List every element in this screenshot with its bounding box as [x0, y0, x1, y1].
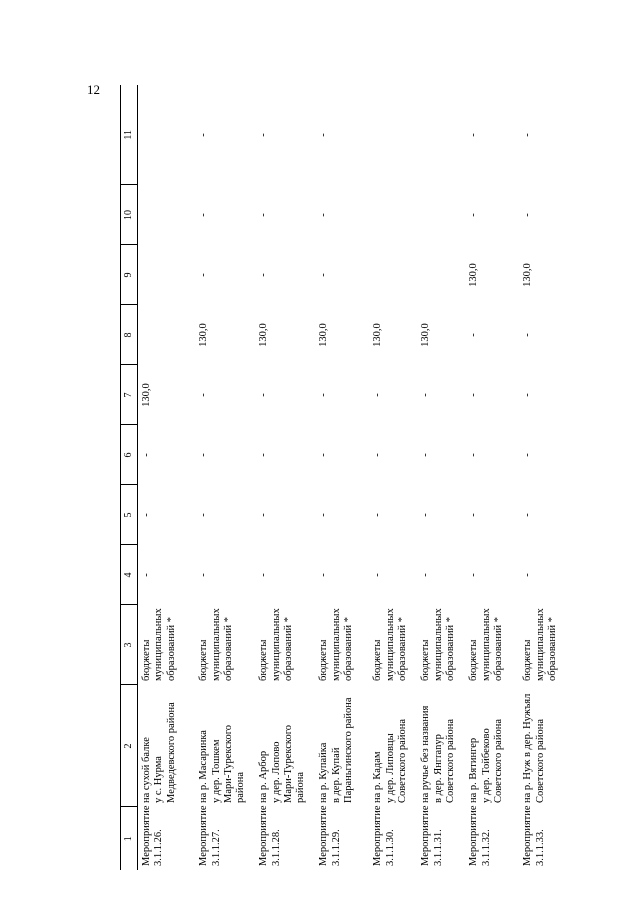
- value-cell: -: [318, 213, 330, 217]
- event-code-cell: Мероприятие 3.1.1.26.: [140, 805, 165, 866]
- value-cell: 130,0: [318, 323, 330, 347]
- value-cell: -: [522, 333, 534, 337]
- value-cell: 130,0: [522, 263, 534, 287]
- table-row: [255, 85, 315, 870]
- value-cell: [417, 245, 465, 305]
- column-header: 10: [121, 185, 138, 245]
- value-cell: -: [198, 393, 210, 397]
- column-header: 3: [121, 605, 138, 685]
- value-cell: -: [198, 213, 210, 217]
- event-code-cell: Мероприятие 3.1.1.29.: [318, 805, 342, 866]
- value-cell: 130,0: [420, 323, 432, 347]
- event-location-cell: на р. Купайка в дер. Купай Параньгинского района: [318, 697, 355, 803]
- value-cell: -: [468, 513, 480, 517]
- rotated-table-container: [120, 85, 559, 870]
- event-location-cell: на р. Масаринка у дер. Тошкем Мари-Турекского района: [198, 724, 247, 803]
- value-cell: -: [318, 573, 330, 577]
- value-cell: [417, 185, 465, 245]
- funding-source-cell: бюджеты муниципальных образований *: [468, 608, 505, 681]
- column-header: 1: [121, 807, 138, 870]
- event-code-cell: Мероприятие 3.1.1.28.: [258, 805, 282, 866]
- funding-source-cell: бюджеты муниципальных образований *: [522, 608, 559, 681]
- value-cell: 130,0: [468, 263, 480, 287]
- event-location-cell: на ручье без названия в дер. Янгranур Советского района: [420, 705, 457, 803]
- value-cell: [137, 305, 195, 365]
- value-cell: -: [258, 453, 270, 457]
- value-cell: [369, 85, 417, 185]
- value-cell: [137, 85, 195, 185]
- table-row: [519, 85, 577, 870]
- value-cell: -: [522, 213, 534, 217]
- value-cell: -: [372, 453, 384, 457]
- column-header: 2: [121, 685, 138, 807]
- value-cell: -: [522, 513, 534, 517]
- value-cell: -: [318, 393, 330, 397]
- value-cell: 130,0: [140, 383, 152, 407]
- value-cell: -: [468, 453, 480, 457]
- column-header: 7: [121, 365, 138, 425]
- value-cell: -: [420, 393, 432, 397]
- funding-source-cell: бюджеты муниципальных образований *: [140, 608, 177, 681]
- value-cell: -: [420, 453, 432, 457]
- column-header: 6: [121, 425, 138, 485]
- column-header: 9: [121, 245, 138, 305]
- value-cell: 130,0: [198, 323, 210, 347]
- value-cell: -: [522, 133, 534, 137]
- value-cell: [369, 245, 417, 305]
- value-cell: -: [198, 273, 210, 277]
- value-cell: -: [318, 453, 330, 457]
- value-cell: -: [140, 573, 152, 577]
- value-cell: -: [522, 573, 534, 577]
- funding-source-cell: бюджеты муниципальных образований *: [372, 608, 409, 681]
- value-cell: -: [258, 213, 270, 217]
- value-cell: [369, 185, 417, 245]
- value-cell: -: [468, 393, 480, 397]
- value-cell: -: [420, 573, 432, 577]
- table-row: [137, 85, 195, 870]
- table-row: [195, 85, 255, 870]
- value-cell: -: [372, 573, 384, 577]
- table-row: [369, 85, 417, 870]
- event-location-cell: на сухой балке у с. Нурма Медведевского района: [140, 702, 177, 803]
- value-cell: -: [198, 133, 210, 137]
- event-code-cell: Мероприятие 3.1.1.33.: [522, 805, 546, 866]
- value-cell: [137, 245, 195, 305]
- funding-source-cell: бюджеты муниципальных образований *: [318, 608, 355, 681]
- value-cell: -: [522, 453, 534, 457]
- value-cell: -: [318, 513, 330, 517]
- event-code-cell: Мероприятие 3.1.1.27.: [198, 805, 222, 866]
- event-location-cell: на р. Арбор у дер. Лопово Мари-Турекского района: [258, 724, 307, 803]
- value-cell: -: [522, 393, 534, 397]
- event-code-cell: Мероприятие 3.1.1.32.: [468, 805, 492, 866]
- header-row: [121, 85, 138, 870]
- event-location-cell: на р. Вятингер у дер. Тойбеково Советского района: [468, 719, 505, 803]
- value-cell: [417, 85, 465, 185]
- column-header: 4: [121, 545, 138, 605]
- funding-source-cell: бюджеты муниципальных образований *: [420, 608, 457, 681]
- event-code-cell: Мероприятие 3.1.1.31.: [420, 805, 444, 866]
- column-header: 11: [121, 85, 138, 185]
- event-location-cell: на р. Кадам у дер. Липовцы Советского района: [372, 719, 409, 803]
- value-cell: -: [140, 453, 152, 457]
- page-number: 12: [87, 82, 100, 97]
- value-cell: -: [258, 273, 270, 277]
- value-cell: -: [198, 513, 210, 517]
- value-cell: 130,0: [258, 323, 270, 347]
- value-cell: -: [468, 573, 480, 577]
- value-cell: -: [258, 573, 270, 577]
- column-header: 5: [121, 485, 138, 545]
- value-cell: -: [318, 273, 330, 277]
- value-cell: -: [468, 213, 480, 217]
- value-cell: -: [258, 133, 270, 137]
- value-cell: -: [318, 133, 330, 137]
- value-cell: -: [420, 513, 432, 517]
- table-row: [417, 85, 465, 870]
- column-header: 8: [121, 305, 138, 365]
- value-cell: [137, 185, 195, 245]
- value-cell: -: [372, 513, 384, 517]
- value-cell: -: [468, 333, 480, 337]
- value-cell: -: [372, 393, 384, 397]
- value-cell: -: [198, 453, 210, 457]
- value-cell: -: [140, 513, 152, 517]
- value-cell: -: [258, 513, 270, 517]
- event-location-cell: на р. Нуж в дер. Нужъял Советского района: [522, 693, 546, 803]
- value-cell: 130,0: [372, 323, 384, 347]
- value-cell: -: [468, 133, 480, 137]
- table-row: [465, 85, 519, 870]
- funding-source-cell: бюджеты муниципальных образований *: [198, 608, 235, 681]
- budget-table: [120, 85, 577, 870]
- value-cell: -: [198, 573, 210, 577]
- funding-source-cell: бюджеты муниципальных образований *: [258, 608, 295, 681]
- event-code-cell: Мероприятие 3.1.1.30.: [372, 805, 396, 866]
- value-cell: -: [258, 393, 270, 397]
- table-row: [315, 85, 369, 870]
